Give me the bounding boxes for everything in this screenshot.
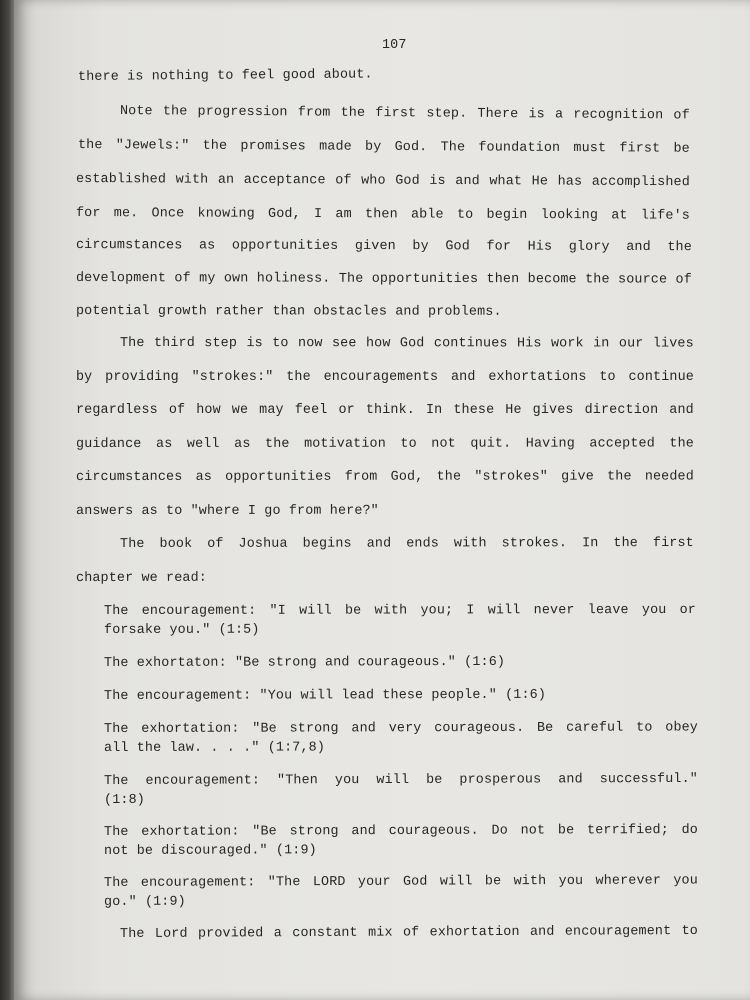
text-line: potential growth rather than obstacles and problems.	[75, 304, 502, 320]
text-line: The exhortation: "Be strong and very courageous. Be careful to obey	[103, 720, 699, 737]
text-line: circumstances as opportunities from God, the "strokes" give the needed	[75, 469, 694, 485]
text-line: answers as to "where I go from here?"	[75, 503, 379, 519]
text-line: development of my own holiness. The opportunities then become the source of	[75, 271, 692, 288]
text-line: The third step is to now see how God continues His work in our lives	[119, 336, 694, 352]
text-line: by providing "strokes:" the encouragements and exhortations to continue	[76, 370, 694, 385]
text-line: go." (1:9)	[103, 894, 186, 910]
text-line: The encouragement: "Then you will be prosperous and successful."	[103, 771, 698, 789]
text-line: The encouragement: "The LORD your God will be with you wherever you	[103, 873, 698, 891]
text-line: regardless of how we may feel or think. In these He gives direction and	[76, 403, 694, 418]
text-line: The encouragement: "You will lead these people." (1:6)	[103, 687, 547, 704]
text-line: established with an acceptance of who God is and what He has accomplished	[75, 172, 690, 191]
text-line: forsake you." (1:5)	[103, 622, 260, 638]
text-line: not be discouraged." (1:9)	[103, 843, 317, 859]
text-line: The encouragement: "I will be with you; I will never leave you or	[103, 602, 696, 619]
text-line: The exhortaton: "Be strong and courageous." (1:6)	[103, 654, 506, 671]
text-line: (1:8)	[103, 792, 145, 808]
text-line: the "Jewels:" the promises made by God. The foundation must first be	[77, 138, 690, 157]
text-line: guidance as well as the motivation to not quit. Having accepted the	[75, 436, 694, 452]
text-line: there is nothing to feel good about.	[77, 67, 373, 85]
text-line: for me. Once knowing God, I am then able to begin looking at life's	[75, 206, 690, 224]
text-line: chapter we read:	[75, 570, 207, 586]
text-line: The book of Joshua begins and ends with strokes. In the first	[119, 535, 694, 552]
page-number: 107	[382, 38, 407, 53]
text-line: The Lord provided a constant mix of exhortation and encouragement to	[119, 923, 699, 942]
text-line: The exhortation: "Be strong and courageous. Do not be terrified; do	[103, 822, 699, 840]
text-line: all the law. . . ." (1:7,8)	[103, 740, 326, 756]
text-line: Note the progression from the first step. There is a recognition of	[119, 104, 690, 124]
text-line: circumstances as opportunities given by God for His glory and the	[75, 238, 692, 256]
